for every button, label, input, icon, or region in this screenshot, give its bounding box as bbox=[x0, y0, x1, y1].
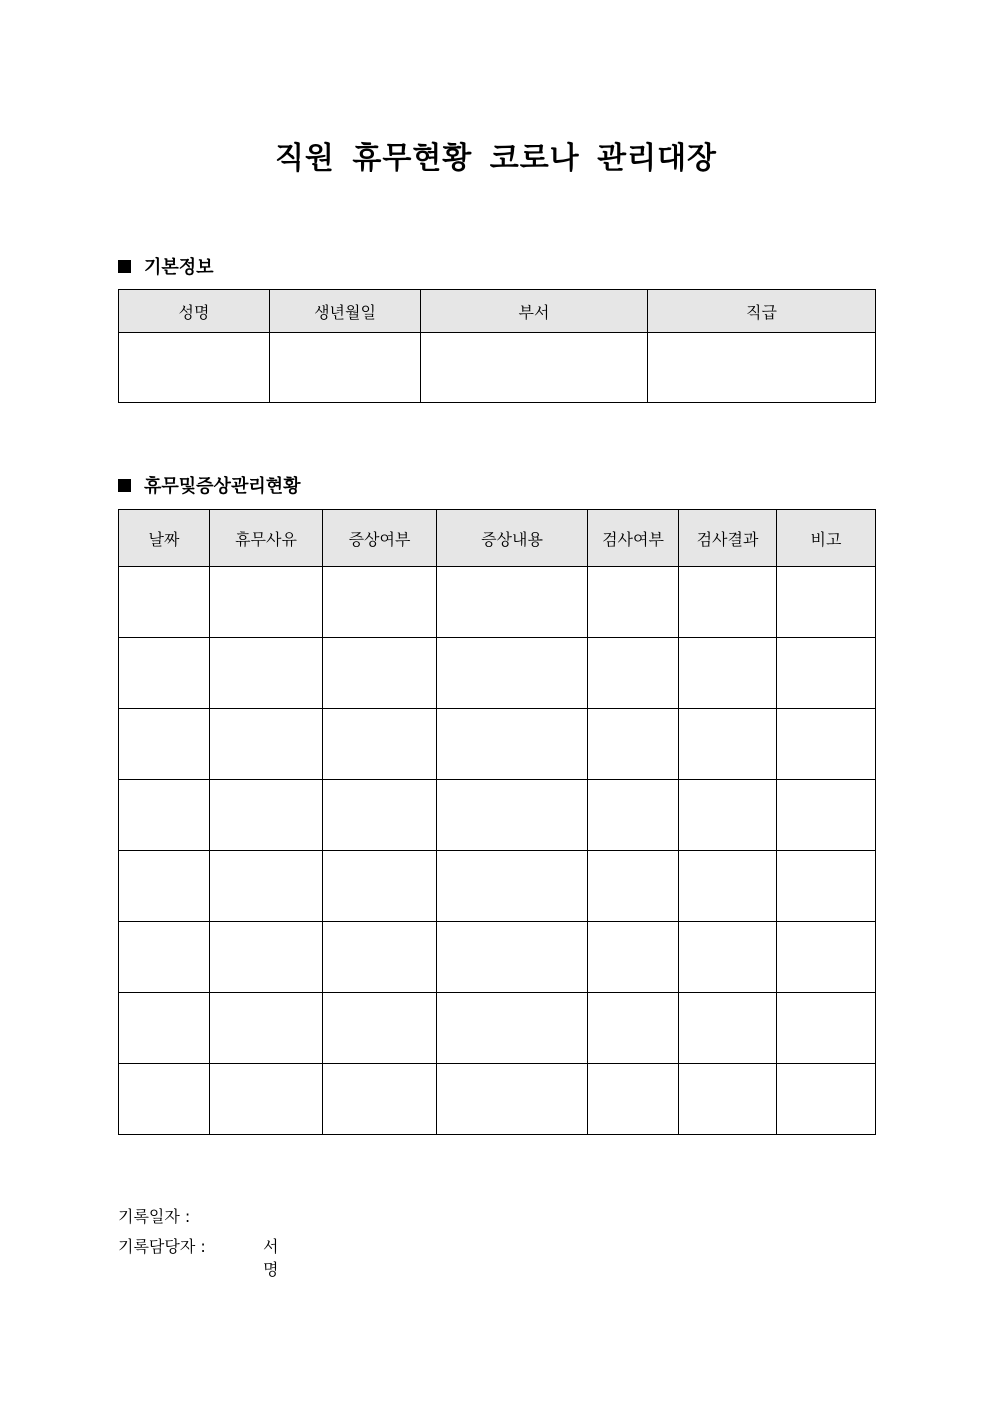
column-header: 생년월일 bbox=[270, 290, 421, 333]
signature-label: 서명 bbox=[263, 1237, 279, 1279]
table-row bbox=[119, 1064, 876, 1135]
table-cell[interactable] bbox=[323, 993, 437, 1064]
table-row bbox=[119, 709, 876, 780]
table-cell[interactable] bbox=[679, 780, 777, 851]
section-heading-basic-label: 기본정보 bbox=[144, 257, 214, 278]
section-heading-leave-label: 휴무및증상관리현황 bbox=[144, 476, 301, 497]
table-row bbox=[119, 567, 876, 638]
table-cell[interactable] bbox=[588, 922, 679, 993]
table-row bbox=[119, 333, 876, 403]
record-manager-line bbox=[118, 1234, 279, 1279]
table-cell[interactable] bbox=[679, 993, 777, 1064]
leave-symptom-table bbox=[118, 509, 876, 1135]
table-row bbox=[119, 922, 876, 993]
department-cell[interactable] bbox=[421, 333, 648, 403]
table-cell[interactable] bbox=[119, 851, 210, 922]
record-date-line bbox=[118, 1204, 190, 1227]
column-header: 검사결과 bbox=[679, 510, 777, 567]
table-row bbox=[119, 780, 876, 851]
table-cell[interactable] bbox=[437, 638, 588, 709]
square-bullet-icon bbox=[118, 479, 131, 492]
column-header: 검사여부 bbox=[588, 510, 679, 567]
table-cell[interactable] bbox=[210, 567, 323, 638]
table-cell[interactable] bbox=[210, 851, 323, 922]
column-header: 직급 bbox=[648, 290, 876, 333]
table-cell[interactable] bbox=[437, 993, 588, 1064]
table-cell[interactable] bbox=[119, 780, 210, 851]
table-cell[interactable] bbox=[437, 1064, 588, 1135]
table-cell[interactable] bbox=[210, 638, 323, 709]
table-cell[interactable] bbox=[323, 709, 437, 780]
square-bullet-icon bbox=[118, 260, 131, 273]
column-header: 증상여부 bbox=[323, 510, 437, 567]
table-cell[interactable] bbox=[119, 638, 210, 709]
table-cell[interactable] bbox=[119, 567, 210, 638]
table-cell[interactable] bbox=[588, 780, 679, 851]
name-cell[interactable] bbox=[119, 333, 270, 403]
table-cell[interactable] bbox=[588, 638, 679, 709]
table-cell[interactable] bbox=[777, 922, 876, 993]
table-cell[interactable] bbox=[210, 1064, 323, 1135]
table-cell[interactable] bbox=[323, 567, 437, 638]
table-cell[interactable] bbox=[777, 780, 876, 851]
table-cell[interactable] bbox=[119, 709, 210, 780]
table-cell[interactable] bbox=[323, 780, 437, 851]
position-cell[interactable] bbox=[648, 333, 876, 403]
birthdate-cell[interactable] bbox=[270, 333, 421, 403]
table-header-row bbox=[119, 290, 876, 333]
record-manager-label: 기록담당자 : bbox=[118, 1237, 206, 1256]
table-cell[interactable] bbox=[588, 1064, 679, 1135]
record-date-label: 기록일자 : bbox=[118, 1207, 191, 1226]
table-cell[interactable] bbox=[777, 709, 876, 780]
table-cell[interactable] bbox=[588, 993, 679, 1064]
table-row bbox=[119, 993, 876, 1064]
table-cell[interactable] bbox=[679, 851, 777, 922]
table-cell[interactable] bbox=[210, 993, 323, 1064]
table-cell[interactable] bbox=[323, 1064, 437, 1135]
table-header-row bbox=[119, 510, 876, 567]
table-cell[interactable] bbox=[588, 851, 679, 922]
section-heading-basic bbox=[118, 253, 214, 279]
table-cell[interactable] bbox=[777, 851, 876, 922]
table-cell[interactable] bbox=[323, 638, 437, 709]
page-title: 직원 휴무현황 코로나 관리대장 bbox=[274, 141, 718, 176]
table-cell[interactable] bbox=[210, 780, 323, 851]
table-cell[interactable] bbox=[679, 638, 777, 709]
table-cell[interactable] bbox=[679, 1064, 777, 1135]
column-header: 휴무사유 bbox=[210, 510, 323, 567]
table-cell[interactable] bbox=[210, 922, 323, 993]
table-cell[interactable] bbox=[437, 851, 588, 922]
table-cell[interactable] bbox=[777, 993, 876, 1064]
table-cell[interactable] bbox=[437, 922, 588, 993]
table-cell[interactable] bbox=[588, 709, 679, 780]
section-heading-leave bbox=[118, 472, 301, 498]
table-cell[interactable] bbox=[323, 922, 437, 993]
table-cell[interactable] bbox=[588, 567, 679, 638]
table-cell[interactable] bbox=[777, 638, 876, 709]
table-cell[interactable] bbox=[777, 1064, 876, 1135]
table-cell[interactable] bbox=[437, 567, 588, 638]
table-cell[interactable] bbox=[437, 709, 588, 780]
table-cell[interactable] bbox=[119, 993, 210, 1064]
table-cell[interactable] bbox=[679, 567, 777, 638]
column-header: 날짜 bbox=[119, 510, 210, 567]
table-cell[interactable] bbox=[777, 567, 876, 638]
table-cell[interactable] bbox=[679, 709, 777, 780]
column-header: 성명 bbox=[119, 290, 270, 333]
column-header: 비고 bbox=[777, 510, 876, 567]
table-row bbox=[119, 851, 876, 922]
table-cell[interactable] bbox=[210, 709, 323, 780]
table-cell[interactable] bbox=[119, 922, 210, 993]
table-row bbox=[119, 638, 876, 709]
basic-info-table bbox=[118, 289, 876, 403]
table-cell[interactable] bbox=[119, 1064, 210, 1135]
table-cell[interactable] bbox=[437, 780, 588, 851]
column-header: 증상내용 bbox=[437, 510, 588, 567]
column-header: 부서 bbox=[421, 290, 648, 333]
table-cell[interactable] bbox=[323, 851, 437, 922]
table-cell[interactable] bbox=[679, 922, 777, 993]
